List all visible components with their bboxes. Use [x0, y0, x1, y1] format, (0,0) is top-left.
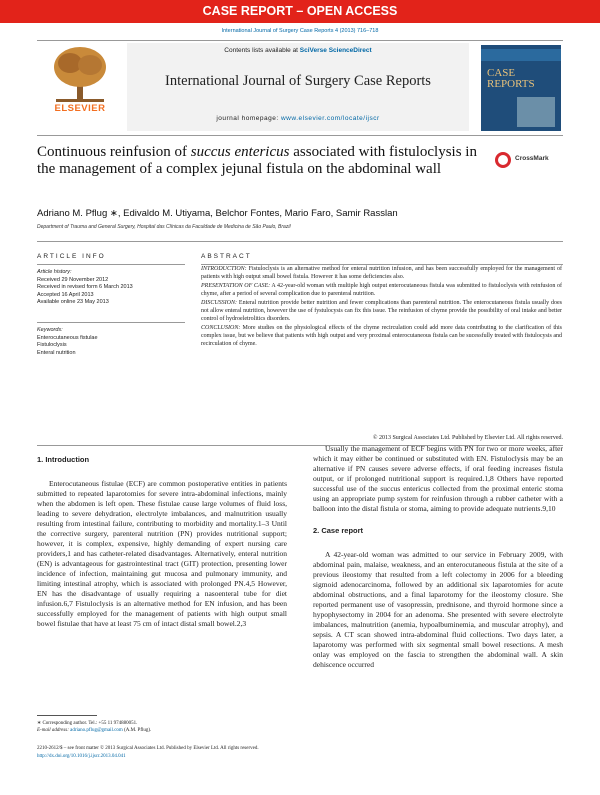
abstract-label: CONCLUSION:	[201, 325, 241, 331]
divider	[37, 241, 563, 242]
crossmark-icon	[495, 152, 511, 168]
homepage-prefix: journal homepage:	[216, 115, 281, 122]
email-link[interactable]: adriano.pflug@gmail.com	[70, 728, 123, 733]
abstract-text: A 42-year-old woman with multiple high output enterocutaneous fistula was submitted to fistuloclysis with reinfusion of chyme, after a period of several complication due to parenteral nutrition.	[201, 283, 562, 297]
history-label: Article history:	[37, 269, 72, 275]
abstract-conclusion	[201, 324, 562, 348]
history-item: Received 29 November 2012	[37, 276, 109, 283]
banner: CASE REPORT – OPEN ACCESS	[0, 0, 600, 23]
crossmark-badge[interactable]	[495, 150, 565, 172]
tree-icon	[50, 43, 110, 105]
issn-line: 2210-2612/$ – see front matter © 2013 Surgical Associates Ltd. Published by Elsevier Ltd. All rights reserved.	[37, 746, 259, 751]
cover-image	[517, 97, 555, 127]
footnote-divider	[37, 715, 97, 716]
abstract-text: Enteral nutrition provide better nutrition and fewer complications than parenteral nutrition. The enterocutaneous fistula usually does not allow enteral nutrition, however the use of fystulocysis can fix this issue. The reinfusion of chyme provide the possibility of oral intake and better control of hydroeletrolitics disorders.	[201, 300, 562, 322]
abstract-label: INTRODUCTION:	[201, 266, 247, 272]
contents-line	[127, 47, 469, 54]
doi-link[interactable]	[37, 754, 126, 759]
journal-box	[127, 43, 469, 131]
keywords	[37, 327, 182, 357]
abstract-text: More studies on the physiological effects of the chyme recirculation could add more data contributing to the clarification of this complex issue, but we believe that patients with high output and very proximal enterocutaneous fistula can be sucessfully treated with fistulocysis and recirculation of chyme.	[201, 325, 562, 347]
publisher-logo-text: ELSEVIER	[54, 103, 106, 114]
homepage-link[interactable]: www.elsevier.com/locate/ijscr	[280, 115, 380, 122]
paragraph: A 42-year-old woman was admitted to our service in February 2009, with abdominal pain, malaise, weakness, and an enterocutaneous fistula at the site of a previous ileostomy that resulted from a left colectomy in 2006 for a bleeding sigmoid adenocarcinoma, followed by an additional six laparotomies for acute abdominal obstructions, and a final laparotomy for the ileostomy closure. She reported permanent use of vasopressin, prednisone, and thyroid hormone since a hypophysectomy in 2004 for an adenoma. She presented with severe electrolyte imbalances, malnutrition (anemia, hypoalbuminemia, and muscular atrophy), and sepsis. A CT scan showed intra-abdominal fluid collections. Two days later, a laparotomy was performed with six segmental small bowel resections. A mesh onlay was employed on the fascia to strengthen the abdominal wall. A skin dehiscence occurred	[313, 550, 563, 669]
divider	[37, 322, 185, 323]
email-label: E-mail address:	[37, 728, 71, 733]
keyword: Enterocutaneous fistulae	[37, 334, 98, 341]
abstract-label: DISCUSSION:	[201, 300, 237, 306]
divider	[37, 264, 185, 265]
title-part1: Continuous reinfusion of	[37, 144, 191, 160]
history-item: Available online 23 May 2013	[37, 299, 109, 305]
homepage-line	[127, 115, 469, 122]
cover-title-line2: REPORTS	[487, 78, 535, 90]
email-footnote	[37, 728, 151, 733]
history-item: Received in revised form 6 March 2013	[37, 284, 133, 290]
abstract-label: PRESENTATION OF CASE:	[201, 283, 271, 289]
paragraph: Enterocutaneous fistulae (ECF) are common postoperative entities in patients submitted to repeated laparotomies for severe intra-abdominal infections, mainly when the abdomen is left open. These fistulae cause large volumes of fluid loss, leading to severe dehydration, electrolyte imbalances, and malnutrition usually resulting from intestinal failure, contributing to morbidity and mortality.1–3 Until the corrective surgery, parenteral nutrition (PN) provides nutritional support; however, it is complex, expensive, highly demanding of expert nursing care providers,1 and has catheter-related disadvantages. Alternatively, enteral nutrition (EN) is advantageous for gastrointestinal tract (GIT) protection, presenting lower incidence of infection, maintaining gut mucosa and pulmonary immunity, and limiting intestinal atrophy, which is associated with prolonged PN.4,5 However, EN has the disadvantage of usually requiring a nasoenteral tube for diet infusion.6,7 Fistuloclysis is an alternative method for EN infusion, and has been successfully employed for the management of patients with high output small bowel fistulae that have at least 75 cm of intact distal small bowel.2,3	[37, 479, 287, 628]
cover-stripe	[481, 49, 561, 61]
section-heading: 1. Introduction	[37, 455, 90, 464]
contents-prefix: Contents lists available at	[224, 47, 300, 54]
corresponding-author: ∗ Corresponding author. Tel.: +55 11 974880051.	[37, 721, 138, 726]
article-title	[37, 144, 477, 178]
abstract-presentation	[201, 282, 562, 298]
keyword: Fistuloclysis	[37, 342, 67, 348]
history-item: Accepted 16 April 2013	[37, 291, 94, 298]
abstract-introduction	[201, 265, 562, 281]
paragraph: Usually the management of ECF begins with PN for two or more weeks, after which it may either be continued or substituted with EN. Fistuloclysis may be an alternative if PN causes severe adverse effects, if oral feeding increases fistula output, or if prolonged nutritional support is required.1,8 Others have reported successful use of the succus entericus collected from the proximal enteric stoma using an appropriate pump system for reinfusion through a rubber catheter with a balloon into the distal fistula or stoma, aiming to provide adequate nutrients.9,10	[313, 444, 563, 513]
crossmark-label: CrossMark	[515, 155, 549, 162]
article-info-heading: ARTICLE INFO	[37, 253, 106, 260]
keywords-label: Keywords:	[37, 327, 63, 333]
title-part2: associated with fistuloclysis in the management of a complex jejunal fistula on the abdominal wall	[37, 144, 477, 177]
sciencedirect-link[interactable]: SciVerse ScienceDirect	[299, 47, 372, 54]
email-suffix: (A.M. Pflug).	[122, 728, 152, 733]
copyright: © 2013 Surgical Associates Ltd. Published by Elsevier Ltd. All rights reserved.	[372, 435, 563, 441]
article-history	[37, 269, 182, 307]
elsevier-logo[interactable]	[37, 43, 123, 133]
abstract-heading: ABSTRACT	[201, 253, 252, 260]
journal-title: International Journal of Surgery Case Reports	[165, 73, 431, 89]
journal-cover[interactable]	[481, 45, 561, 131]
abstract-discussion	[201, 299, 562, 323]
authors: Adriano M. Pflug ∗, Edivaldo M. Utiyama, Belchor Fontes, Mario Faro, Samir Rasslan	[37, 208, 398, 219]
citation-link[interactable]: International Journal of Surgery Case Reports 4 (2013) 716–718	[221, 28, 379, 34]
left-column	[37, 455, 287, 629]
section-heading: 2. Case report	[313, 526, 364, 535]
keyword: Enteral nutrition	[37, 349, 76, 356]
cover-title-line1: CASE	[487, 67, 516, 79]
abstract-text: Fistuloclysis is an alternative method for enteral nutrition infusion, and has been successfully employed for the management of patients with high output small bowel fistula. However it has some deficiencies also.	[201, 266, 562, 280]
affiliation: Department of Trauma and General Surgery, Hospital das Clínicas da Faculdade de Medicina de São Paulo, Brazil	[37, 224, 291, 230]
abstract-body	[201, 265, 562, 349]
doi-text[interactable]: http://dx.doi.org/10.1016/j.ijscr.2013.04.041	[37, 754, 126, 759]
right-column	[313, 444, 563, 670]
title-italic: succus entericus	[190, 144, 290, 160]
journal-header	[37, 40, 563, 136]
